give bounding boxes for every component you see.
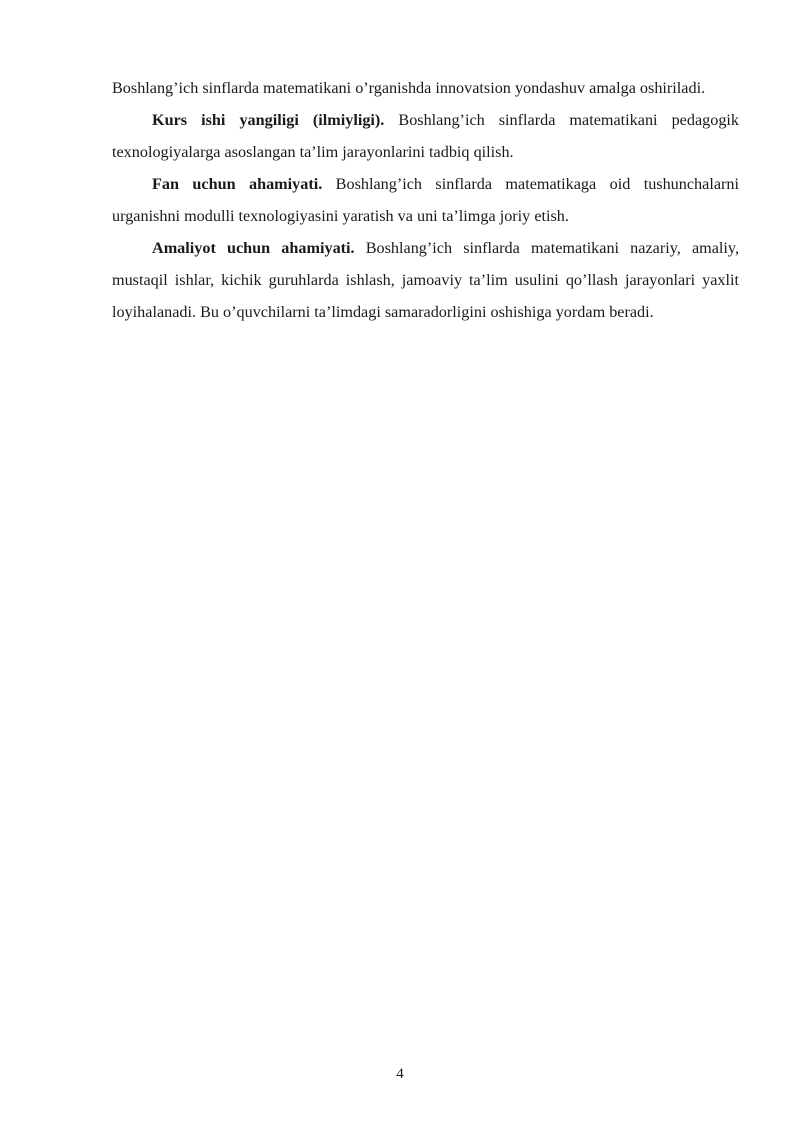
page-number: 4	[396, 1066, 404, 1082]
paragraph-novelty	[112, 104, 739, 168]
novelty-text: Boshlang’ich sinflarda matematikani pedagogik texnologiyalarga asoslangan ta’lim jarayonlarini tadbiq qilish.	[112, 111, 740, 161]
science-importance-heading: Fan uchun ahamiyati.	[152, 175, 323, 193]
science-importance-text: Boshlang’ich sinflarda matematikaga oid tushunchalarni urganishni modulli texnologiyasini yaratish va uni ta’limga joriy etish.	[112, 175, 739, 225]
paragraph-practice-importance	[112, 232, 739, 328]
document-page	[112, 72, 739, 328]
paragraph-intro	[112, 72, 739, 104]
paragraph-science-importance	[112, 168, 739, 232]
novelty-heading: Kurs ishi yangiligi (ilmiyligi).	[152, 111, 385, 129]
practice-importance-text: Boshlang’ich sinflarda matematikani nazariy, amaliy, mustaqil ishlar, kichik guruhlarda ishlash, jamoaviy ta’lim usulini qo’llash jarayonlari yaxlit loyihalanadi. Bu o’quvchilarni ta’limdagi samaradorligini oshishiga yordam beradi.	[112, 239, 739, 321]
practice-importance-heading: Amaliyot uchun ahamiyati.	[152, 239, 355, 257]
paragraph-intro-text: Boshlang’ich sinflarda matematikani o’rganishda innovatsion yondashuv amalga oshiriladi.	[112, 79, 706, 97]
